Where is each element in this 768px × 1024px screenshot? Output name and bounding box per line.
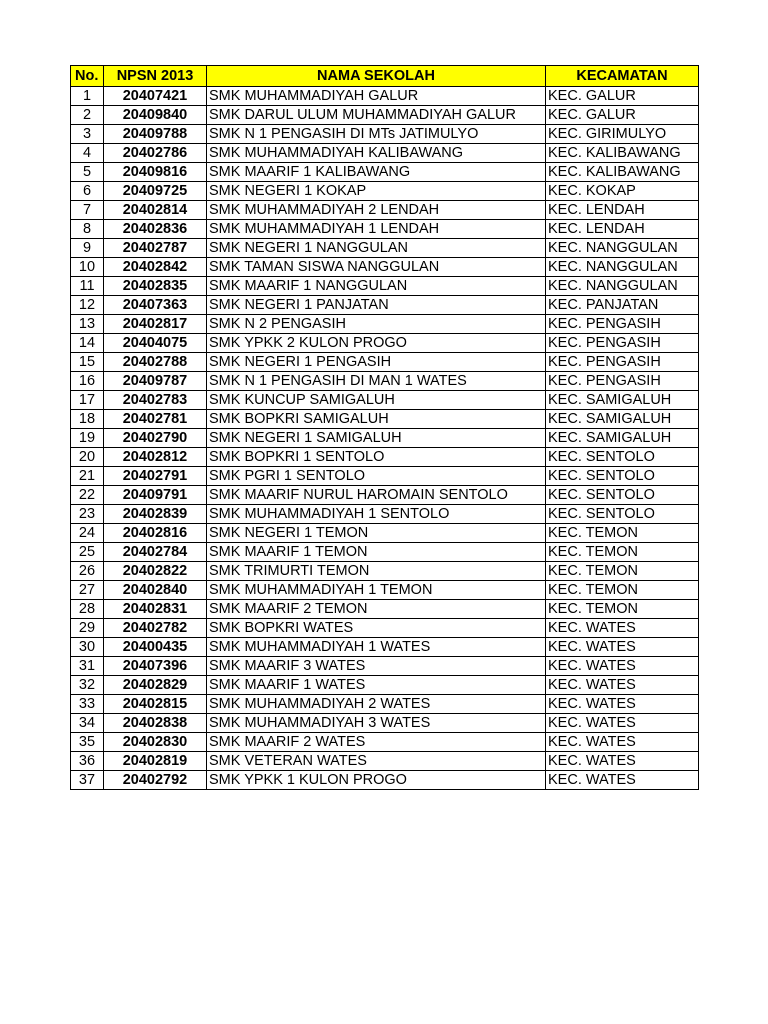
school-name-cell: SMK DARUL ULUM MUHAMMADIYAH GALUR (207, 106, 546, 125)
row-number: 9 (71, 239, 104, 258)
school-name-cell: SMK N 2 PENGASIH (207, 315, 546, 334)
table-row (71, 543, 699, 562)
npsn-cell: 20402829 (104, 676, 207, 695)
row-number: 16 (71, 372, 104, 391)
table-row (71, 562, 699, 581)
npsn-cell: 20402787 (104, 239, 207, 258)
row-number: 18 (71, 410, 104, 429)
npsn-cell: 20402836 (104, 220, 207, 239)
kecamatan-cell: KEC. SAMIGALUH (546, 410, 699, 429)
row-number: 5 (71, 163, 104, 182)
row-number: 32 (71, 676, 104, 695)
npsn-cell: 20402817 (104, 315, 207, 334)
table-header (71, 66, 699, 87)
npsn-cell: 20402822 (104, 562, 207, 581)
row-number: 10 (71, 258, 104, 277)
kecamatan-cell: KEC. WATES (546, 733, 699, 752)
table-row (71, 144, 699, 163)
row-number: 21 (71, 467, 104, 486)
kecamatan-cell: KEC. NANGGULAN (546, 277, 699, 296)
table-row (71, 353, 699, 372)
kecamatan-cell: KEC. WATES (546, 676, 699, 695)
school-name-cell: SMK VETERAN WATES (207, 752, 546, 771)
table-row (71, 372, 699, 391)
table-row (71, 676, 699, 695)
header-no: No. (71, 66, 104, 87)
row-number: 29 (71, 619, 104, 638)
header-npsn: NPSN 2013 (104, 66, 207, 87)
kecamatan-cell: KEC. WATES (546, 752, 699, 771)
row-number: 26 (71, 562, 104, 581)
npsn-cell: 20400435 (104, 638, 207, 657)
row-number: 23 (71, 505, 104, 524)
row-number: 27 (71, 581, 104, 600)
kecamatan-cell: KEC. PENGASIH (546, 353, 699, 372)
kecamatan-cell: KEC. KALIBAWANG (546, 144, 699, 163)
school-name-cell: SMK MUHAMMADIYAH 1 LENDAH (207, 220, 546, 239)
table-row (71, 220, 699, 239)
npsn-cell: 20402781 (104, 410, 207, 429)
npsn-cell: 20402792 (104, 771, 207, 790)
kecamatan-cell: KEC. TEMON (546, 562, 699, 581)
table-row (71, 657, 699, 676)
table-row (71, 334, 699, 353)
table-row (71, 182, 699, 201)
row-number: 25 (71, 543, 104, 562)
kecamatan-cell: KEC. NANGGULAN (546, 239, 699, 258)
row-number: 35 (71, 733, 104, 752)
school-name-cell: SMK YPKK 2 KULON PROGO (207, 334, 546, 353)
row-number: 2 (71, 106, 104, 125)
table-row (71, 125, 699, 144)
table-row (71, 106, 699, 125)
kecamatan-cell: KEC. GALUR (546, 87, 699, 106)
school-name-cell: SMK MUHAMMADIYAH 2 WATES (207, 695, 546, 714)
table-row (71, 391, 699, 410)
table-row (71, 486, 699, 505)
row-number: 17 (71, 391, 104, 410)
kecamatan-cell: KEC. KALIBAWANG (546, 163, 699, 182)
school-name-cell: SMK MUHAMMADIYAH 1 WATES (207, 638, 546, 657)
kecamatan-cell: KEC. KOKAP (546, 182, 699, 201)
table-body (71, 87, 699, 790)
row-number: 33 (71, 695, 104, 714)
kecamatan-cell: KEC. WATES (546, 619, 699, 638)
header-nama-sekolah: NAMA SEKOLAH (207, 66, 546, 87)
kecamatan-cell: KEC. WATES (546, 638, 699, 657)
row-number: 22 (71, 486, 104, 505)
row-number: 8 (71, 220, 104, 239)
kecamatan-cell: KEC. PANJATAN (546, 296, 699, 315)
npsn-cell: 20409725 (104, 182, 207, 201)
kecamatan-cell: KEC. WATES (546, 714, 699, 733)
table-row (71, 524, 699, 543)
npsn-cell: 20407363 (104, 296, 207, 315)
kecamatan-cell: KEC. TEMON (546, 581, 699, 600)
school-name-cell: SMK MUHAMMADIYAH KALIBAWANG (207, 144, 546, 163)
npsn-cell: 20402788 (104, 353, 207, 372)
school-name-cell: SMK NEGERI 1 KOKAP (207, 182, 546, 201)
kecamatan-cell: KEC. TEMON (546, 524, 699, 543)
school-name-cell: SMK YPKK 1 KULON PROGO (207, 771, 546, 790)
row-number: 7 (71, 201, 104, 220)
school-name-cell: SMK MUHAMMADIYAH GALUR (207, 87, 546, 106)
npsn-cell: 20402786 (104, 144, 207, 163)
table-row (71, 163, 699, 182)
kecamatan-cell: KEC. NANGGULAN (546, 258, 699, 277)
row-number: 31 (71, 657, 104, 676)
table-row (71, 410, 699, 429)
school-name-cell: SMK MUHAMMADIYAH 1 SENTOLO (207, 505, 546, 524)
npsn-cell: 20404075 (104, 334, 207, 353)
npsn-cell: 20402835 (104, 277, 207, 296)
row-number: 11 (71, 277, 104, 296)
school-name-cell: SMK MAARIF NURUL HAROMAIN SENTOLO (207, 486, 546, 505)
school-name-cell: SMK N 1 PENGASIH DI MAN 1 WATES (207, 372, 546, 391)
npsn-cell: 20409840 (104, 106, 207, 125)
npsn-cell: 20402782 (104, 619, 207, 638)
npsn-cell: 20409791 (104, 486, 207, 505)
school-name-cell: SMK MAARIF 3 WATES (207, 657, 546, 676)
kecamatan-cell: KEC. LENDAH (546, 201, 699, 220)
school-name-cell: SMK MAARIF 1 NANGGULAN (207, 277, 546, 296)
school-name-cell: SMK MAARIF 2 WATES (207, 733, 546, 752)
npsn-cell: 20402830 (104, 733, 207, 752)
school-name-cell: SMK BOPKRI WATES (207, 619, 546, 638)
npsn-cell: 20402831 (104, 600, 207, 619)
school-name-cell: SMK NEGERI 1 PANJATAN (207, 296, 546, 315)
header-row (71, 66, 699, 87)
npsn-cell: 20402812 (104, 448, 207, 467)
school-name-cell: SMK KUNCUP SAMIGALUH (207, 391, 546, 410)
school-name-cell: SMK NEGERI 1 SAMIGALUH (207, 429, 546, 448)
table-row (71, 714, 699, 733)
school-name-cell: SMK MAARIF 1 WATES (207, 676, 546, 695)
table-row (71, 315, 699, 334)
table-row (71, 87, 699, 106)
npsn-cell: 20402839 (104, 505, 207, 524)
npsn-cell: 20402842 (104, 258, 207, 277)
school-name-cell: SMK NEGERI 1 NANGGULAN (207, 239, 546, 258)
school-name-cell: SMK N 1 PENGASIH DI MTs JATIMULYO (207, 125, 546, 144)
table-row (71, 505, 699, 524)
table-row (71, 771, 699, 790)
header-kecamatan: KECAMATAN (546, 66, 699, 87)
npsn-cell: 20409787 (104, 372, 207, 391)
school-name-cell: SMK NEGERI 1 PENGASIH (207, 353, 546, 372)
kecamatan-cell: KEC. GALUR (546, 106, 699, 125)
table-row (71, 581, 699, 600)
row-number: 15 (71, 353, 104, 372)
table-row (71, 277, 699, 296)
kecamatan-cell: KEC. WATES (546, 771, 699, 790)
npsn-cell: 20409788 (104, 125, 207, 144)
row-number: 34 (71, 714, 104, 733)
row-number: 36 (71, 752, 104, 771)
school-name-cell: SMK MAARIF 1 KALIBAWANG (207, 163, 546, 182)
school-name-cell: SMK MAARIF 2 TEMON (207, 600, 546, 619)
school-name-cell: SMK BOPKRI SAMIGALUH (207, 410, 546, 429)
kecamatan-cell: KEC. SENTOLO (546, 505, 699, 524)
row-number: 4 (71, 144, 104, 163)
row-number: 3 (71, 125, 104, 144)
table-row (71, 258, 699, 277)
table-row (71, 695, 699, 714)
npsn-cell: 20402814 (104, 201, 207, 220)
table-row (71, 467, 699, 486)
kecamatan-cell: KEC. SENTOLO (546, 486, 699, 505)
school-name-cell: SMK MUHAMMADIYAH 2 LENDAH (207, 201, 546, 220)
row-number: 20 (71, 448, 104, 467)
kecamatan-cell: KEC. LENDAH (546, 220, 699, 239)
npsn-cell: 20402815 (104, 695, 207, 714)
kecamatan-cell: KEC. PENGASIH (546, 315, 699, 334)
kecamatan-cell: KEC. SAMIGALUH (546, 391, 699, 410)
school-name-cell: SMK TRIMURTI TEMON (207, 562, 546, 581)
npsn-cell: 20402790 (104, 429, 207, 448)
npsn-cell: 20402784 (104, 543, 207, 562)
row-number: 13 (71, 315, 104, 334)
school-name-cell: SMK PGRI 1 SENTOLO (207, 467, 546, 486)
npsn-cell: 20407421 (104, 87, 207, 106)
table-row (71, 239, 699, 258)
npsn-cell: 20402840 (104, 581, 207, 600)
kecamatan-cell: KEC. GIRIMULYO (546, 125, 699, 144)
row-number: 6 (71, 182, 104, 201)
npsn-cell: 20402838 (104, 714, 207, 733)
table-row (71, 600, 699, 619)
table-row (71, 201, 699, 220)
row-number: 37 (71, 771, 104, 790)
table-row (71, 733, 699, 752)
kecamatan-cell: KEC. SENTOLO (546, 467, 699, 486)
row-number: 1 (71, 87, 104, 106)
npsn-cell: 20402783 (104, 391, 207, 410)
table-row (71, 448, 699, 467)
kecamatan-cell: KEC. PENGASIH (546, 372, 699, 391)
table-row (71, 296, 699, 315)
school-table (70, 65, 699, 790)
table-row (71, 638, 699, 657)
row-number: 30 (71, 638, 104, 657)
row-number: 19 (71, 429, 104, 448)
row-number: 12 (71, 296, 104, 315)
kecamatan-cell: KEC. WATES (546, 657, 699, 676)
npsn-cell: 20402816 (104, 524, 207, 543)
school-name-cell: SMK MUHAMMADIYAH 1 TEMON (207, 581, 546, 600)
kecamatan-cell: KEC. PENGASIH (546, 334, 699, 353)
kecamatan-cell: KEC. TEMON (546, 600, 699, 619)
school-name-cell: SMK MUHAMMADIYAH 3 WATES (207, 714, 546, 733)
npsn-cell: 20409816 (104, 163, 207, 182)
kecamatan-cell: KEC. SENTOLO (546, 448, 699, 467)
npsn-cell: 20407396 (104, 657, 207, 676)
school-name-cell: SMK NEGERI 1 TEMON (207, 524, 546, 543)
row-number: 28 (71, 600, 104, 619)
school-name-cell: SMK TAMAN SISWA NANGGULAN (207, 258, 546, 277)
table-row (71, 619, 699, 638)
row-number: 14 (71, 334, 104, 353)
kecamatan-cell: KEC. SAMIGALUH (546, 429, 699, 448)
table-row (71, 752, 699, 771)
school-name-cell: SMK MAARIF 1 TEMON (207, 543, 546, 562)
npsn-cell: 20402819 (104, 752, 207, 771)
table-row (71, 429, 699, 448)
kecamatan-cell: KEC. TEMON (546, 543, 699, 562)
row-number: 24 (71, 524, 104, 543)
npsn-cell: 20402791 (104, 467, 207, 486)
kecamatan-cell: KEC. WATES (546, 695, 699, 714)
school-name-cell: SMK BOPKRI 1 SENTOLO (207, 448, 546, 467)
